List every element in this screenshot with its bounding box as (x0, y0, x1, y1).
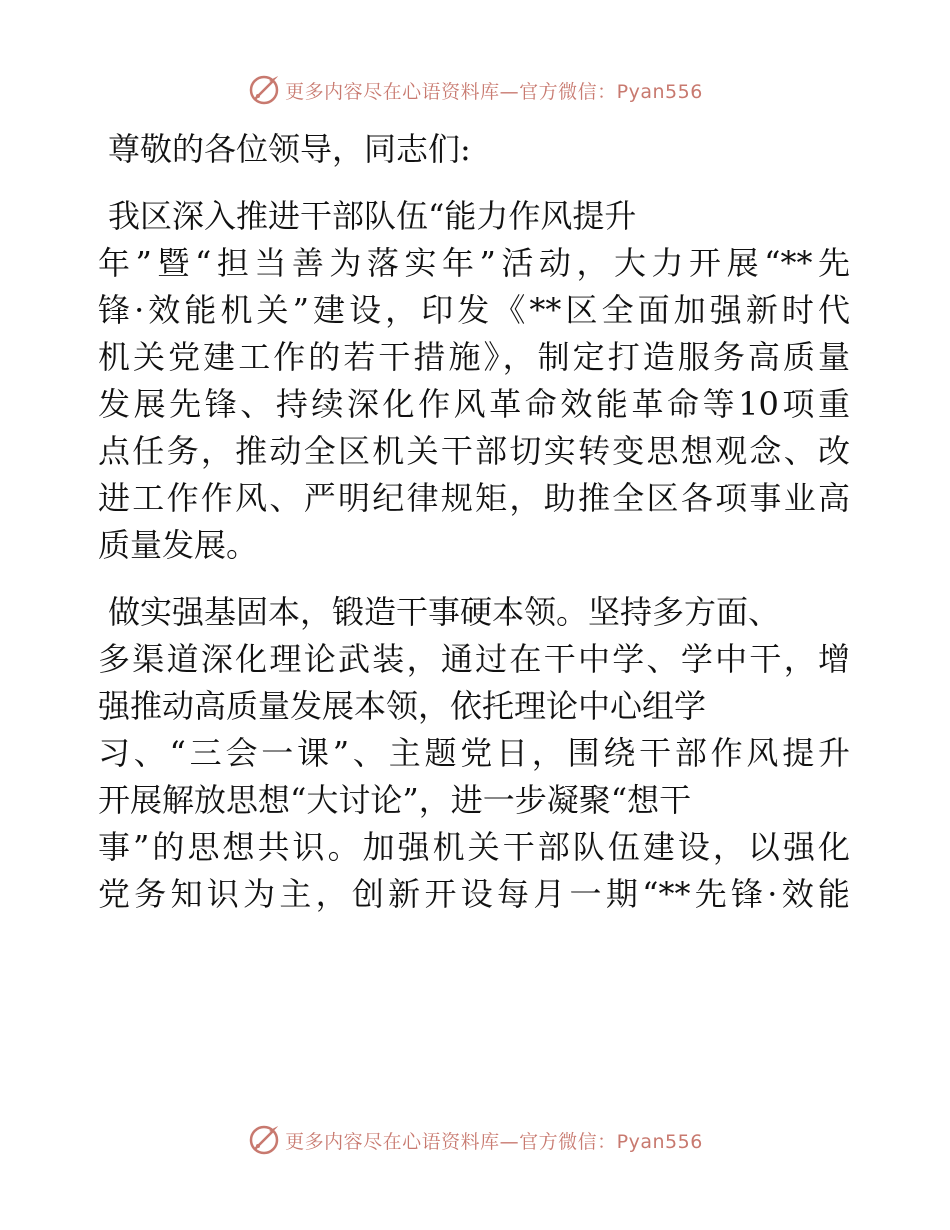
text-line: 质量发展。 (98, 526, 259, 564)
text-line: 习、“三会一课”、主题党日，围绕干部作风提升 (98, 734, 850, 772)
footer-watermark-banner (0, 1120, 950, 1160)
quill-in-circle-icon (247, 73, 281, 107)
text-line: 尊敬的各位领导，同志们: (108, 130, 471, 168)
text-line: 进工作作风、严明纪律规矩，助推全区各项事业高 (98, 479, 850, 517)
quill-in-circle-icon (247, 1123, 281, 1157)
document-body (98, 126, 850, 918)
text-line: 我区深入推进干部队伍“能力作风提升 (108, 197, 637, 235)
text-line: 多渠道深化理论武装，通过在干中学、学中干，增 (98, 640, 850, 678)
watermark-text: 更多内容尽在心语资料库—官方微信：Pyan556 (285, 1130, 703, 1153)
text-line: 机关党建工作的若干措施》，制定打造服务高质量 (98, 338, 850, 376)
text-line: 点任务，推动全区机关干部切实转变思想观念、改 (98, 432, 850, 470)
text-line: 年”暨“担当善为落实年”活动，大力开展“**先 (98, 244, 850, 282)
paragraph-greeting (98, 126, 850, 173)
text-line: 锋·效能机关”建设，印发《**区全面加强新时代 (98, 291, 850, 329)
text-line: 党务知识为主，创新开设每月一期“**先锋·效能 (98, 875, 850, 913)
text-line: 做实强基固本，锻造干事硬本领。坚持多方面、 (108, 593, 781, 631)
paragraph-foundation (98, 589, 850, 918)
header-watermark-banner (0, 70, 950, 110)
text-line: 开展解放思想“大讨论”，进一步凝聚“想干 (98, 781, 692, 819)
watermark-text: 更多内容尽在心语资料库—官方微信：Pyan556 (285, 80, 703, 103)
paragraph-intro (98, 193, 850, 569)
text-line: 强推动高质量发展本领，依托理论中心组学 (98, 687, 707, 725)
text-line: 发展先锋、持续深化作风革命效能革命等10项重 (98, 385, 850, 423)
text-line: 事”的思想共识。加强机关干部队伍建设，以强化 (98, 828, 850, 866)
